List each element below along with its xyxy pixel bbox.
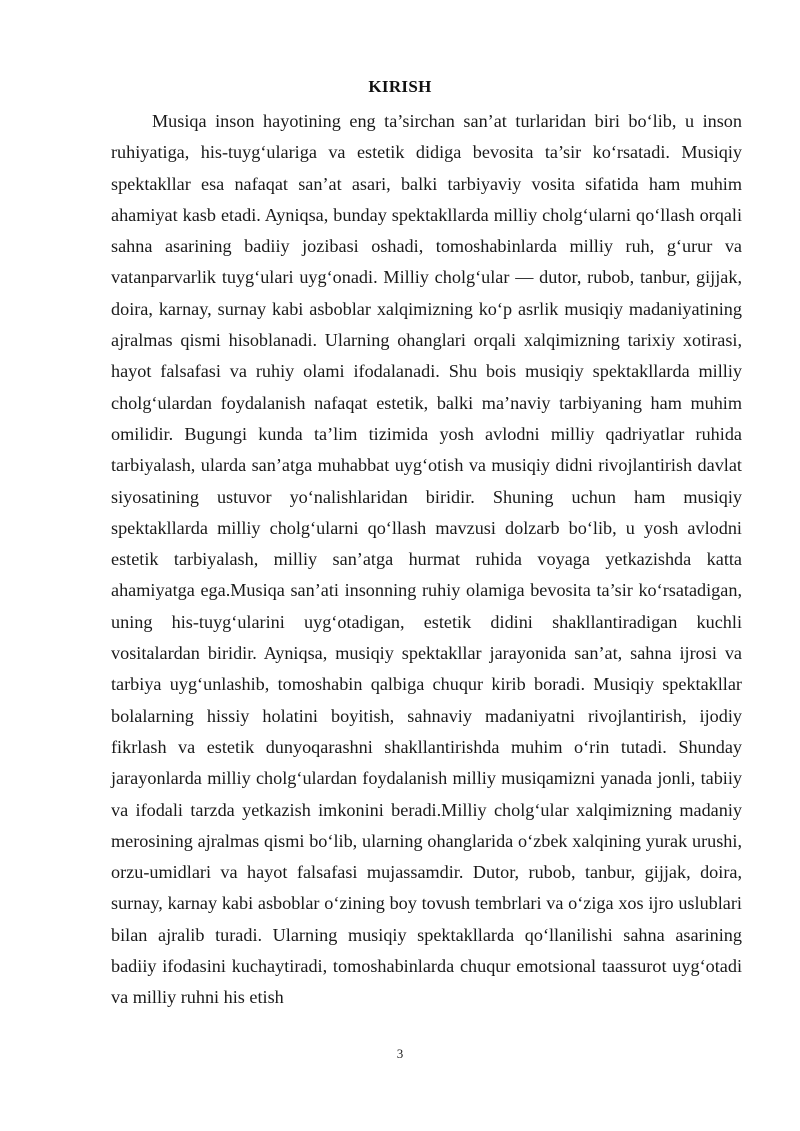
body-paragraph: Musiqa inson hayotining eng ta’sirchan san’at turlaridan biri bo‘lib, u inson ruhiyatiga, his-tuyg‘ulariga va estetik didiga bevosita ta’sir ko‘rsatadi. Musiqiy spektakllar esa nafaqat san’at asari, balki tarbiyaviy vosita sifatida ham muhim ahamiyat kasb etadi. Ayniqsa, bunday spektakllarda milliy cholg‘ularni qo‘llash orqali sahna asarining badiiy jozibasi oshadi, tomoshabinlarda milliy ruh, g‘urur va vatanparvarlik tuyg‘ulari uyg‘onadi. Milliy cholg‘ular — dutor, rubob, tanbur, gijjak, doira, karnay, surnay kabi asboblar xalqimizning ko‘p asrlik musiqiy madaniyatining ajralmas qismi hisoblanadi. Ularning ohanglari orqali xalqimizning tarixiy xotirasi, hayot falsafasi va ruhiy olami ifodalanadi. Shu bois musiqiy spektakllarda milliy cholg‘ulardan foydalanish nafaqat estetik, balki ma’naviy tarbiyaning ham muhim omilidir. Bugungi kunda ta’lim tizimida yosh avlodni milliy qadriyatlar ruhida tarbiyalash, ularda san’atga muhabbat uyg‘otish va musiqiy didni rivojlantirish davlat siyosatining ustuvor yo‘nalishlaridan biridir. Shuning uchun ham musiqiy spektakllarda milliy cholg‘ularni qo‘llash mavzusi dolzarb bo‘lib, u yosh avlodni estetik tarbiyalash, milliy san’atga hurmat ruhida voyaga yetkazishda katta ahamiyatga ega.Musiqa san’ati insonning ruhiy olamiga bevosita ta’sir ko‘rsatadigan, uning his-tuyg‘ularini uyg‘otadigan, estetik didini shakllantiradigan kuchli vositalardan biridir. Ayniqsa, musiqiy spektakllar jarayonida san’at, sahna ijrosi va tarbiya uyg‘unlashib, tomoshabin qalbiga chuqur kirib boradi. Musiqiy spektakllar bolalarning hissiy holatini boyitish, sahnaviy madaniyatni rivojlantirish, ijodiy fikrlash va estetik dunyoqarashni shakllantirishda muhim o‘rin tutadi. Shunday jarayonlarda milliy cholg‘ulardan foydalanish milliy musiqamizni yanada jonli, tabiiy va ifodali tarzda yetkazish imkonini beradi.Milliy cholg‘ular xalqimizning madaniy merosining ajralmas qismi bo‘lib, ularning ohanglarida o‘zbek xalqining yurak urushi, orzu-umidlari va hayot falsafasi mujassamdir. Dutor, rubob, tanbur, gijjak, doira, surnay, karnay kabi asboblar o‘zining boy tovush tembrlari va o‘ziga xos ijro uslublari bilan ajralib turadi. Ularning musiqiy spektakllarda qo‘llanilishi sahna asarining badiiy ifodasini kuchaytiradi, tomoshabinlarda chuqur emotsional taassurot uyg‘otadi va milliy ruhni his etish (111, 111, 742, 1008)
section-title: KIRISH (368, 77, 432, 96)
page-number: 3 (396, 1046, 404, 1061)
